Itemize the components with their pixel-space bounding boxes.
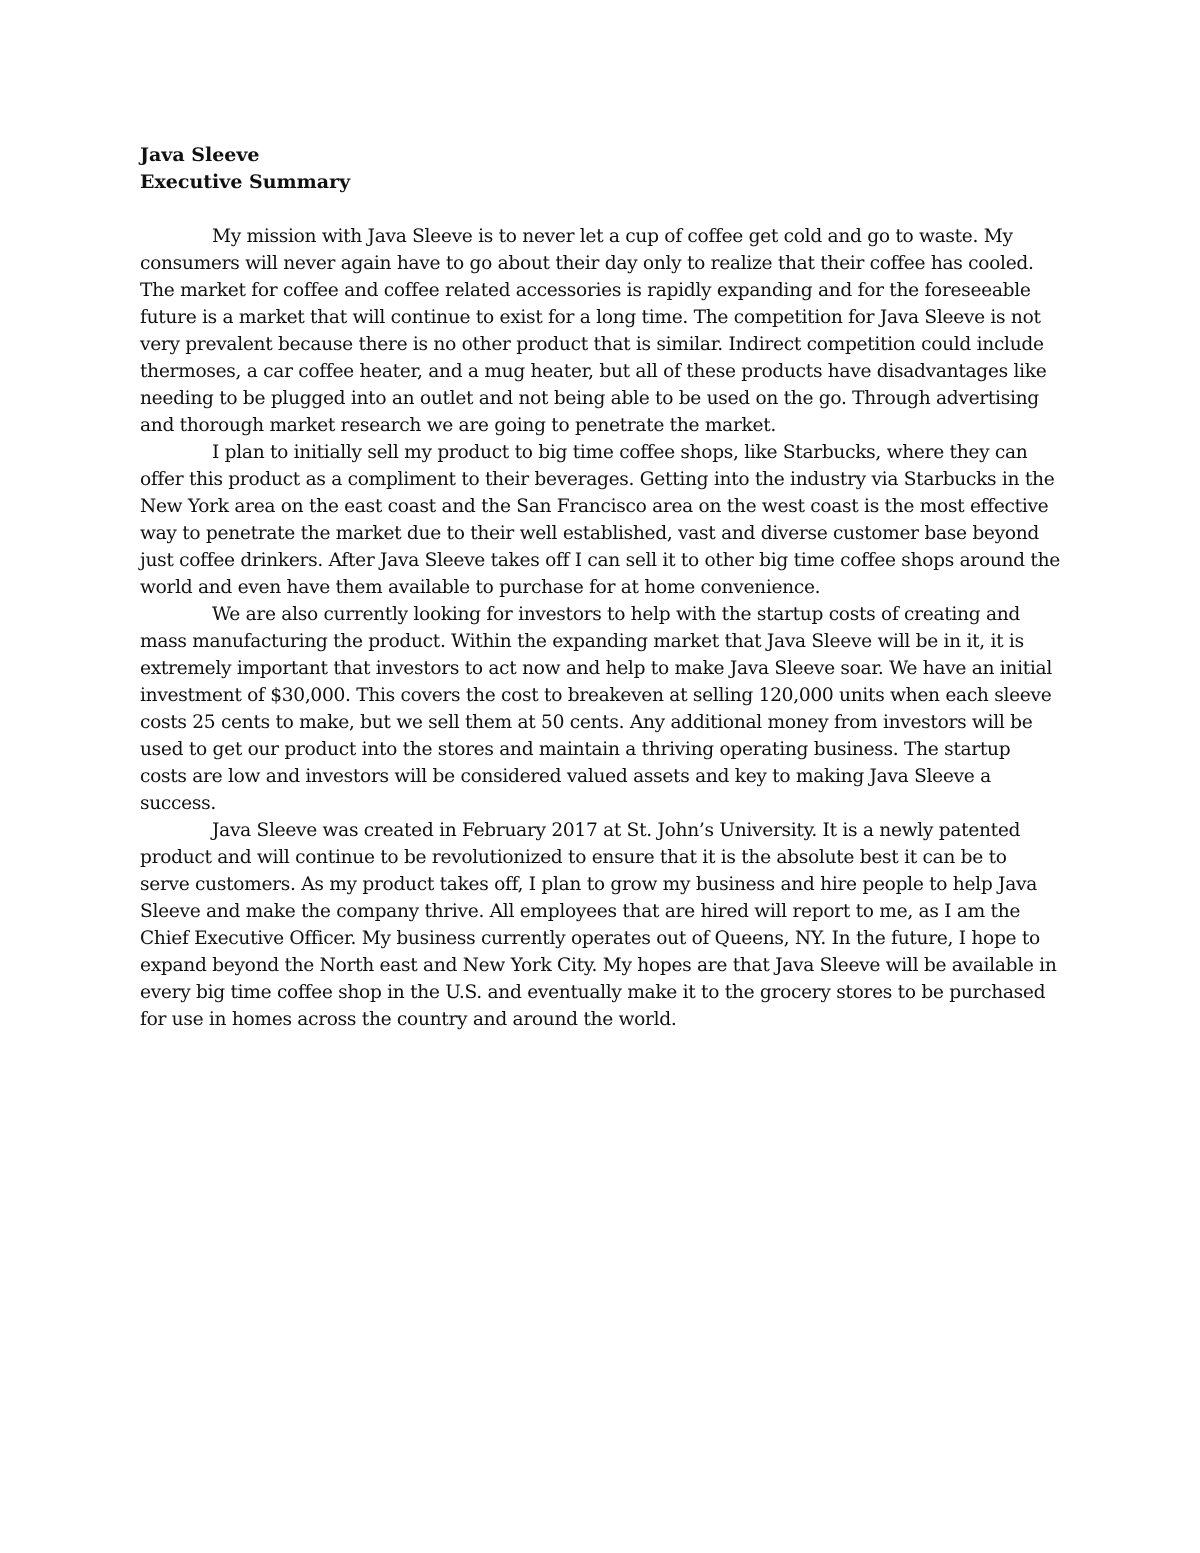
paragraph-sales-plan: I plan to initially sell my product to big time coffee shops, like Starbucks, where they can offer this product as a compliment to their beverages. Getting into the industry via Starbucks in the New York area on the east coast and the San Francisco area on the west coast is the most effective way to penetrate the market due to their well established, vast and diverse customer base beyond just coffee drinkers. After Java Sleeve takes off I can sell it to other big time coffee shops around the world and even have them available to purchase for at home convenience.: [140, 442, 1060, 598]
document-body: [140, 142, 1060, 1033]
paragraph-investors: We are also currently looking for investors to help with the startup costs of creating and mass manufacturing the product. Within the expanding market that Java Sleeve will be in it, it is extremely important that investors to act now and help to make Java Sleeve soar. We have an initial investment of $30,000. This covers the cost to breakeven at selling 120,000 units when each sleeve costs 25 cents to make, but we sell them at 50 cents. Any additional money from investors will be used to get our product into the stores and maintain a thriving operating business. The startup costs are low and investors will be considered valued assets and key to making Java Sleeve a success.: [140, 604, 1052, 814]
paragraph-company-history: Java Sleeve was created in February 2017 at St. John’s University. It is a newly patented product and will continue to be revolutionized to ensure that it is the absolute best it can be to serve customers. As my product takes off, I plan to grow my business and hire people to help Java Sleeve and make the company thrive. All employees that are hired will report to me, as I am the Chief Executive Officer. My business currently operates out of Queens, NY. In the future, I hope to expand beyond the North east and New York City. My hopes are that Java Sleeve will be available in every big time coffee shop in the U.S. and eventually make it to the grocery stores to be purchased for use in homes across the country and around the world.: [140, 820, 1057, 1030]
spacer: [140, 196, 1060, 223]
document-subtitle: Executive Summary: [140, 171, 351, 193]
paragraph-mission: My mission with Java Sleeve is to never let a cup of coffee get cold and go to waste. My consumers will never again have to go about their day only to realize that their coffee has cooled. The market for coffee and coffee related accessories is rapidly expanding and for the foreseeable future is a market that will continue to exist for a long time. The competition for Java Sleeve is not very prevalent because there is no other product that is similar. Indirect competition could include thermoses, a car coffee heater, and a mug heater, but all of these products have disadvantages like needing to be plugged into an outlet and not being able to be used on the go. Through advertising and thorough market research we are going to penetrate the market.: [140, 226, 1047, 436]
document-title: Java Sleeve: [140, 144, 260, 166]
